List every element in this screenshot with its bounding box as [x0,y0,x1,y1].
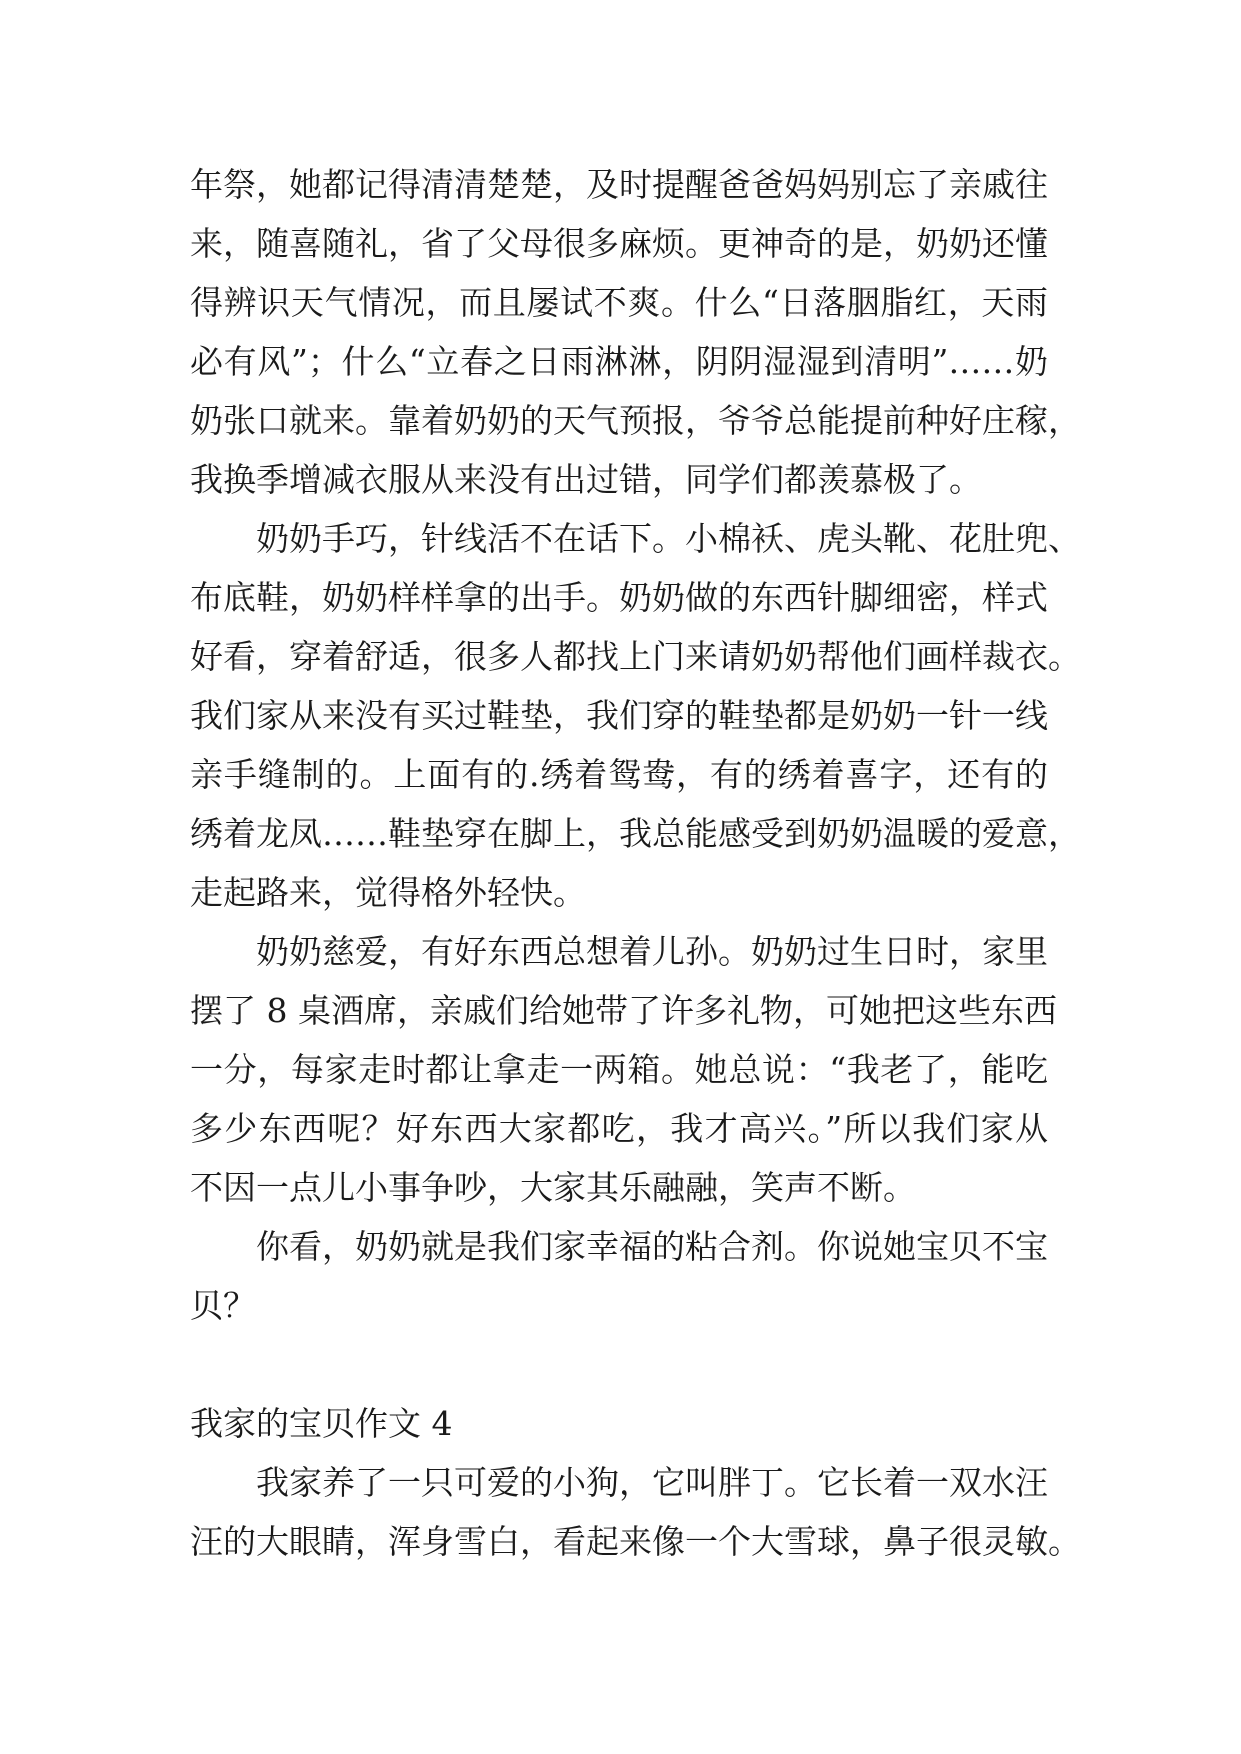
document-body [190,155,1081,1571]
text-line: 年祭，她都记得清清楚楚，及时提醒爸爸妈妈别忘了亲戚往 [190,165,1048,204]
text-line: 来，随喜随礼，省了父母很多麻烦。更神奇的是，奶奶还懂 [190,224,1048,263]
text-line: 奶奶手巧，针线活不在话下。小棉袄、虎头靴、花肚兜、 [256,519,1081,558]
text-line: 我家养了一只可爱的小狗，它叫胖丁。它长着一双水汪 [256,1463,1048,1502]
text-line: 亲手缝制的。上面有的.绣着鸳鸯，有的绣着喜字，还有的 [190,755,1048,794]
text-line: 不因一点儿小事争吵，大家其乐融融，笑声不断。 [190,1168,916,1207]
text-line: 贝？ [190,1286,256,1325]
text-line: 我们家从来没有买过鞋垫，我们穿的鞋垫都是奶奶一针一线 [190,696,1048,735]
text-line: 你看，奶奶就是我们家幸福的粘合剂。你说她宝贝不宝 [256,1227,1048,1266]
text-line: 得辨识天气情况，而且屡试不爽。什么“日落胭脂红，天雨 [190,283,1048,322]
text-line: 摆了 8 桌酒席，亲戚们给她带了许多礼物，可她把这些东西 [190,991,1057,1030]
text-line: 一分，每家走时都让拿走一两箱。她总说：“我老了，能吃 [190,1050,1048,1089]
text-line: 好看，穿着舒适，很多人都找上门来请奶奶帮他们画样裁衣。 [190,637,1081,676]
text-line: 奶张口就来。靠着奶奶的天气预报，爷爷总能提前种好庄稼， [190,401,1081,440]
text-line: 我换季增减衣服从来没有出过错，同学们都羡慕极了。 [190,460,982,499]
paragraph-grandma-kindness [190,922,1057,1217]
text-line: 绣着龙凤……鞋垫穿在脚上，我总能感受到奶奶温暖的爱意， [190,814,1081,853]
text-line: 奶奶慈爱，有好东西总想着儿孙。奶奶过生日时，家里 [256,932,1048,971]
paragraph-puppy-intro [190,1453,1081,1571]
essay-heading: 我家的宝贝作文 4 [190,1404,453,1443]
text-line: 汪的大眼睛，浑身雪白，看起来像一个大雪球，鼻子很灵敏。 [190,1522,1081,1561]
text-line: 必有风”；什么“立春之日雨淋淋，阴阴湿湿到清明”……奶 [190,342,1048,381]
text-line: 走起路来，觉得格外轻快。 [190,873,586,912]
paragraph-grandma-memory-weather [190,155,1081,509]
paragraph-conclusion [190,1217,1048,1335]
text-line: 多少东西呢？好东西大家都吃，我才高兴。”所以我们家从 [190,1109,1048,1148]
paragraph-grandma-needlework [190,509,1081,922]
text-line: 布底鞋，奶奶样样拿的出手。奶奶做的东西针脚细密，样式 [190,578,1048,617]
